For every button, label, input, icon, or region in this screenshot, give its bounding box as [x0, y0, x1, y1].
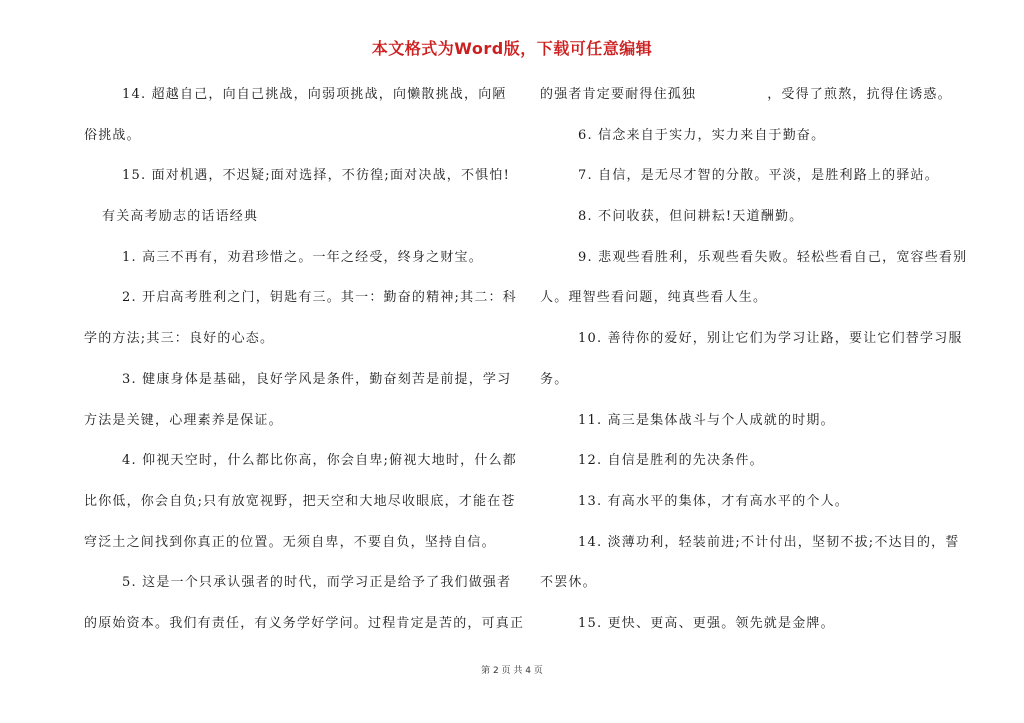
text-line: 学的方法;其三：良好的心态。 — [84, 331, 275, 347]
text-line: 穹泛土之间找到你真正的位置。无须自卑，不要自负，坚持自信。 — [84, 534, 496, 550]
text-line: 有关高考励志的话语经典 — [102, 209, 259, 225]
text-line: 的强者肯定要耐得住孤独 ，受得了煎熬，抗得住诱惑。 — [540, 87, 952, 102]
text-line: 7. 自信，是无尽才智的分散。平淡，是胜利路上的驿站。 — [578, 168, 939, 184]
text-line: 2. 开启高考胜利之门，钥匙有三。其一：勤奋的精神;其二：科 — [122, 290, 517, 306]
text-line: 3. 健康身体是基础，良好学风是条件，勤奋刻苦是前提，学习 — [122, 371, 512, 387]
text-line: 11. 高三是集体战斗与个人成就的时期。 — [578, 412, 835, 428]
text-line: 10. 善待你的爱好，别让它们为学习让路，要让它们替学习服 — [578, 331, 963, 347]
text-line: 15. 面对机遇，不迟疑;面对选择，不彷徨;面对决战，不惧怕! — [122, 168, 510, 184]
text-line: 的原始资本。我们有责任，有义务学好学问。过程肯定是苦的，可真正 — [84, 615, 525, 631]
page-number: 第 2 页 共 4 页 — [481, 666, 543, 676]
format-banner: 本文格式为Word版，下载可任意编辑 — [371, 39, 653, 58]
right-column — [540, 84, 968, 654]
text-line: 4. 仰视天空时，什么都比你高，你会自卑;俯视大地时，什么都 — [122, 453, 517, 469]
text-line: 人。理智些看问题，纯真些看人生。 — [540, 290, 768, 306]
text-line: 方法是关键，心理素养是保证。 — [84, 412, 283, 428]
text-line: 俗挑战。 — [84, 127, 141, 143]
text-line: 12. 自信是胜利的先决条件。 — [578, 453, 764, 469]
text-line: 6. 信念来自于实力，实力来自于勤奋。 — [578, 127, 826, 143]
text-line: 1. 高三不再有，劝君珍惜之。一年之经受，终身之财宝。 — [122, 249, 483, 265]
text-line: 15. 更快、更高、更强。领先就是金牌。 — [578, 615, 835, 631]
text-line: 14. 超越自己，向自己挑战，向弱项挑战，向懒散挑战，向陋 — [122, 87, 507, 102]
text-line: 不罢休。 — [540, 575, 597, 591]
text-line: 5. 这是一个只承认强者的时代，而学习正是给予了我们做强者 — [122, 575, 512, 591]
text-line: 13. 有高水平的集体，才有高水平的个人。 — [578, 493, 850, 509]
text-line: 务。 — [540, 371, 569, 387]
left-column — [84, 84, 525, 654]
text-line: 14. 淡薄功利，轻装前进;不计付出，坚韧不拔;不达目的，誓 — [578, 534, 960, 550]
text-line: 比你低，你会自负;只有放宽视野，把天空和大地尽收眼底，才能在苍 — [84, 493, 516, 509]
text-line: 9. 悲观些看胜利，乐观些看失败。轻松些看自己，宽容些看别 — [578, 249, 968, 265]
text-line: 8. 不问收获，但问耕耘!天道酬勤。 — [578, 209, 804, 225]
